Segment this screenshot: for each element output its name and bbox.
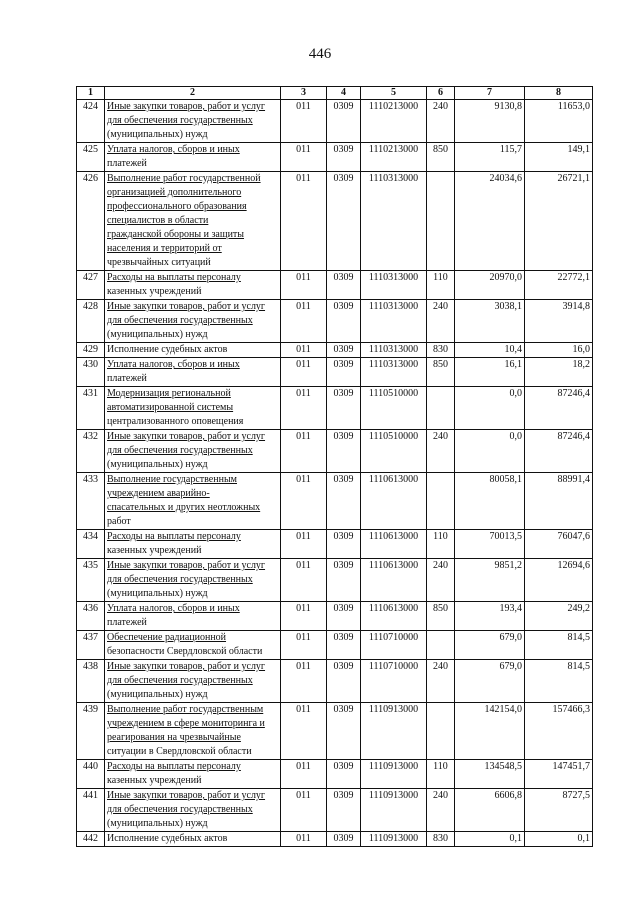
amount-cell-col7: 3038,1: [455, 300, 525, 343]
section-code-cell: 0309: [327, 602, 361, 631]
table-row: [77, 271, 593, 300]
section-code-cell: 0309: [327, 387, 361, 430]
description-cell: [105, 430, 281, 473]
description-line: Расходы на выплаты персоналу: [107, 531, 241, 542]
row-number-cell: 434: [77, 530, 105, 559]
description-line: казенных учреждений: [107, 775, 202, 786]
target-code-cell: 1110913000: [361, 703, 427, 760]
section-code-cell: 0309: [327, 760, 361, 789]
column-header: 1: [77, 87, 105, 100]
description-line: Иные закупки товаров, работ и услуг: [107, 301, 266, 312]
description-line: платежей: [107, 617, 147, 628]
ministry-code-cell: 011: [281, 387, 327, 430]
row-number-cell: 428: [77, 300, 105, 343]
amount-cell-col7: 115,7: [455, 143, 525, 172]
expense-type-cell: 110: [427, 271, 455, 300]
table-row: [77, 660, 593, 703]
description-line: Иные закупки товаров, работ и услуг: [107, 431, 266, 442]
ministry-code-cell: 011: [281, 760, 327, 789]
description-line: для обеспечения государственных: [107, 315, 253, 326]
section-code-cell: 0309: [327, 703, 361, 760]
table-row: [77, 430, 593, 473]
description-cell: [105, 358, 281, 387]
section-code-cell: 0309: [327, 789, 361, 832]
ministry-code-cell: 011: [281, 358, 327, 387]
table-row: [77, 832, 593, 847]
target-code-cell: 1110710000: [361, 631, 427, 660]
description-line: для обеспечения государственных: [107, 115, 253, 126]
ministry-code-cell: 011: [281, 530, 327, 559]
description-line: Обеспечение радиационной: [107, 632, 227, 643]
row-number-cell: 429: [77, 343, 105, 358]
amount-cell-col8: 0,1: [525, 832, 593, 847]
description-cell: [105, 100, 281, 143]
target-code-cell: 1110213000: [361, 100, 427, 143]
description-line: Иные закупки товаров, работ и услуг: [107, 661, 266, 672]
row-number-cell: 431: [77, 387, 105, 430]
section-code-cell: 0309: [327, 430, 361, 473]
amount-cell-col8: 8727,5: [525, 789, 593, 832]
target-code-cell: 1110313000: [361, 300, 427, 343]
amount-cell-col8: 87246,4: [525, 387, 593, 430]
row-number-cell: 424: [77, 100, 105, 143]
description-line: Иные закупки товаров, работ и услуг: [107, 101, 266, 112]
expense-type-cell: 240: [427, 300, 455, 343]
section-code-cell: 0309: [327, 832, 361, 847]
description-line: казенных учреждений: [107, 286, 202, 297]
table-row: [77, 343, 593, 358]
expense-type-cell: 830: [427, 832, 455, 847]
row-number-cell: 439: [77, 703, 105, 760]
ministry-code-cell: 011: [281, 703, 327, 760]
target-code-cell: 1110313000: [361, 271, 427, 300]
expense-type-cell: [427, 387, 455, 430]
row-number-cell: 437: [77, 631, 105, 660]
ministry-code-cell: 011: [281, 100, 327, 143]
description-cell: [105, 387, 281, 430]
section-code-cell: 0309: [327, 172, 361, 271]
expense-type-cell: [427, 473, 455, 530]
description-cell: [105, 559, 281, 602]
amount-cell-col8: 157466,3: [525, 703, 593, 760]
table-row: [77, 387, 593, 430]
amount-cell-col8: 3914,8: [525, 300, 593, 343]
row-number-cell: 433: [77, 473, 105, 530]
expense-type-cell: 850: [427, 143, 455, 172]
description-line: для обеспечения государственных: [107, 804, 253, 815]
column-header: 5: [361, 87, 427, 100]
ministry-code-cell: 011: [281, 631, 327, 660]
description-cell: [105, 703, 281, 760]
description-line: (муниципальных) нужд: [107, 818, 208, 829]
row-number-cell: 441: [77, 789, 105, 832]
amount-cell-col7: 6606,8: [455, 789, 525, 832]
table-row: [77, 760, 593, 789]
amount-cell-col7: 70013,5: [455, 530, 525, 559]
target-code-cell: 1110710000: [361, 660, 427, 703]
section-code-cell: 0309: [327, 473, 361, 530]
target-code-cell: 1110510000: [361, 387, 427, 430]
expense-type-cell: 830: [427, 343, 455, 358]
target-code-cell: 1110913000: [361, 789, 427, 832]
section-code-cell: 0309: [327, 300, 361, 343]
table-header-row: [77, 87, 593, 100]
section-code-cell: 0309: [327, 343, 361, 358]
amount-cell-col7: 80058,1: [455, 473, 525, 530]
description-line: чрезвычайных ситуаций: [107, 257, 211, 268]
amount-cell-col8: 249,2: [525, 602, 593, 631]
amount-cell-col8: 149,1: [525, 143, 593, 172]
description-line: спасательных и других неотложных: [107, 502, 261, 513]
target-code-cell: 1110613000: [361, 473, 427, 530]
section-code-cell: 0309: [327, 100, 361, 143]
ministry-code-cell: 011: [281, 430, 327, 473]
description-cell: [105, 660, 281, 703]
description-line: (муниципальных) нужд: [107, 459, 208, 470]
description-cell: [105, 271, 281, 300]
description-line: населения и территорий от: [107, 243, 222, 254]
section-code-cell: 0309: [327, 660, 361, 703]
target-code-cell: 1110613000: [361, 602, 427, 631]
amount-cell-col8: 26721,1: [525, 172, 593, 271]
description-line: Расходы на выплаты персоналу: [107, 761, 241, 772]
target-code-cell: 1110313000: [361, 358, 427, 387]
row-number-cell: 427: [77, 271, 105, 300]
ministry-code-cell: 011: [281, 660, 327, 703]
description-cell: [105, 530, 281, 559]
amount-cell-col8: 76047,6: [525, 530, 593, 559]
table-row: [77, 559, 593, 602]
table-row: [77, 602, 593, 631]
description-cell: [105, 602, 281, 631]
target-code-cell: 1110913000: [361, 832, 427, 847]
amount-cell-col8: 16,0: [525, 343, 593, 358]
row-number-cell: 436: [77, 602, 105, 631]
expense-type-cell: [427, 172, 455, 271]
description-line: для обеспечения государственных: [107, 675, 253, 686]
page-number: 446: [308, 46, 332, 62]
amount-cell-col7: 9851,2: [455, 559, 525, 602]
amount-cell-col7: 679,0: [455, 660, 525, 703]
description-line: Уплата налогов, сборов и иных: [107, 144, 240, 155]
ministry-code-cell: 011: [281, 271, 327, 300]
column-header: 3: [281, 87, 327, 100]
ministry-code-cell: 011: [281, 789, 327, 832]
description-line: (муниципальных) нужд: [107, 689, 208, 700]
description-line: гражданской обороны и защиты: [107, 229, 245, 240]
section-code-cell: 0309: [327, 358, 361, 387]
description-line: Выполнение работ государственной: [107, 173, 261, 184]
description-cell: [105, 473, 281, 530]
amount-cell-col7: 10,4: [455, 343, 525, 358]
target-code-cell: 1110613000: [361, 530, 427, 559]
target-code-cell: 1110213000: [361, 143, 427, 172]
table-row: [77, 172, 593, 271]
amount-cell-col8: 87246,4: [525, 430, 593, 473]
table-row: [77, 631, 593, 660]
column-header: 2: [105, 87, 281, 100]
amount-cell-col7: 142154,0: [455, 703, 525, 760]
amount-cell-col7: 9130,8: [455, 100, 525, 143]
description-line: платежей: [107, 158, 147, 169]
ministry-code-cell: 011: [281, 300, 327, 343]
table-row: [77, 530, 593, 559]
expense-type-cell: 110: [427, 530, 455, 559]
expense-type-cell: 240: [427, 100, 455, 143]
table-row: [77, 143, 593, 172]
table-row: [77, 473, 593, 530]
row-number-cell: 438: [77, 660, 105, 703]
table-row: [77, 703, 593, 760]
table-row: [77, 100, 593, 143]
amount-cell-col7: 24034,6: [455, 172, 525, 271]
ministry-code-cell: 011: [281, 172, 327, 271]
description-line: (муниципальных) нужд: [107, 588, 208, 599]
description-cell: [105, 343, 281, 358]
description-cell: [105, 832, 281, 847]
row-number-cell: 442: [77, 832, 105, 847]
amount-cell-col8: 814,5: [525, 631, 593, 660]
description-line: Исполнение судебных актов: [107, 833, 228, 844]
row-number-cell: 430: [77, 358, 105, 387]
amount-cell-col8: 814,5: [525, 660, 593, 703]
amount-cell-col7: 0,1: [455, 832, 525, 847]
description-line: (муниципальных) нужд: [107, 329, 208, 340]
expense-type-cell: 110: [427, 760, 455, 789]
table-row: [77, 358, 593, 387]
description-line: реагирования на чрезвычайные: [107, 732, 241, 743]
section-code-cell: 0309: [327, 559, 361, 602]
amount-cell-col7: 0,0: [455, 387, 525, 430]
column-header: 6: [427, 87, 455, 100]
row-number-cell: 425: [77, 143, 105, 172]
description-line: Расходы на выплаты персоналу: [107, 272, 241, 283]
amount-cell-col7: 16,1: [455, 358, 525, 387]
description-cell: [105, 143, 281, 172]
description-line: Выполнение работ государственным: [107, 704, 264, 715]
target-code-cell: 1110913000: [361, 760, 427, 789]
ministry-code-cell: 011: [281, 602, 327, 631]
description-cell: [105, 300, 281, 343]
column-header: 8: [525, 87, 593, 100]
description-line: Иные закупки товаров, работ и услуг: [107, 790, 266, 801]
description-line: Уплата налогов, сборов и иных: [107, 603, 240, 614]
description-line: работ: [107, 516, 131, 527]
amount-cell-col8: 147451,7: [525, 760, 593, 789]
row-number-cell: 435: [77, 559, 105, 602]
table-row: [77, 300, 593, 343]
description-line: безопасности Свердловской области: [107, 646, 263, 657]
target-code-cell: 1110313000: [361, 343, 427, 358]
description-line: Уплата налогов, сборов и иных: [107, 359, 240, 370]
description-line: (муниципальных) нужд: [107, 129, 208, 140]
description-cell: [105, 789, 281, 832]
expense-type-cell: 240: [427, 789, 455, 832]
description-line: централизованного оповещения: [107, 416, 244, 427]
table-body: [77, 100, 593, 847]
description-line: для обеспечения государственных: [107, 445, 253, 456]
description-line: профессионального образования: [107, 201, 247, 212]
description-line: Исполнение судебных актов: [107, 344, 228, 355]
expense-type-cell: 240: [427, 660, 455, 703]
table-row: [77, 789, 593, 832]
amount-cell-col8: 88991,4: [525, 473, 593, 530]
ministry-code-cell: 011: [281, 559, 327, 602]
amount-cell-col8: 11653,0: [525, 100, 593, 143]
amount-cell-col7: 134548,5: [455, 760, 525, 789]
ministry-code-cell: 011: [281, 343, 327, 358]
section-code-cell: 0309: [327, 143, 361, 172]
amount-cell-col8: 12694,6: [525, 559, 593, 602]
target-code-cell: 1110613000: [361, 559, 427, 602]
description-line: платежей: [107, 373, 147, 384]
amount-cell-col8: 18,2: [525, 358, 593, 387]
section-code-cell: 0309: [327, 530, 361, 559]
description-line: Выполнение государственным: [107, 474, 237, 485]
description-line: Иные закупки товаров, работ и услуг: [107, 560, 266, 571]
description-cell: [105, 760, 281, 789]
description-cell: [105, 631, 281, 660]
column-header: 4: [327, 87, 361, 100]
amount-cell-col7: 193,4: [455, 602, 525, 631]
description-line: специалистов в области: [107, 215, 209, 226]
target-code-cell: 1110313000: [361, 172, 427, 271]
column-header: 7: [455, 87, 525, 100]
ministry-code-cell: 011: [281, 143, 327, 172]
description-line: Модернизация региональной: [107, 388, 231, 399]
description-cell: [105, 172, 281, 271]
row-number-cell: 440: [77, 760, 105, 789]
amount-cell-col7: 0,0: [455, 430, 525, 473]
description-line: для обеспечения государственных: [107, 574, 253, 585]
amount-cell-col8: 22772,1: [525, 271, 593, 300]
ministry-code-cell: 011: [281, 473, 327, 530]
expense-type-cell: 240: [427, 559, 455, 602]
description-line: ситуации в Свердловской области: [107, 746, 252, 757]
section-code-cell: 0309: [327, 631, 361, 660]
expense-type-cell: [427, 631, 455, 660]
expense-type-cell: 850: [427, 358, 455, 387]
expense-type-cell: 240: [427, 430, 455, 473]
budget-table: [76, 86, 593, 847]
target-code-cell: 1110510000: [361, 430, 427, 473]
row-number-cell: 426: [77, 172, 105, 271]
description-line: казенных учреждений: [107, 545, 202, 556]
section-code-cell: 0309: [327, 271, 361, 300]
description-line: учреждением в сфере мониторинга и: [107, 718, 265, 729]
expense-type-cell: 850: [427, 602, 455, 631]
amount-cell-col7: 679,0: [455, 631, 525, 660]
amount-cell-col7: 20970,0: [455, 271, 525, 300]
description-line: автоматизированной системы: [107, 402, 234, 413]
expense-type-cell: [427, 703, 455, 760]
ministry-code-cell: 011: [281, 832, 327, 847]
description-line: учреждением аварийно-: [107, 488, 210, 499]
row-number-cell: 432: [77, 430, 105, 473]
description-line: организацией дополнительного: [107, 187, 242, 198]
